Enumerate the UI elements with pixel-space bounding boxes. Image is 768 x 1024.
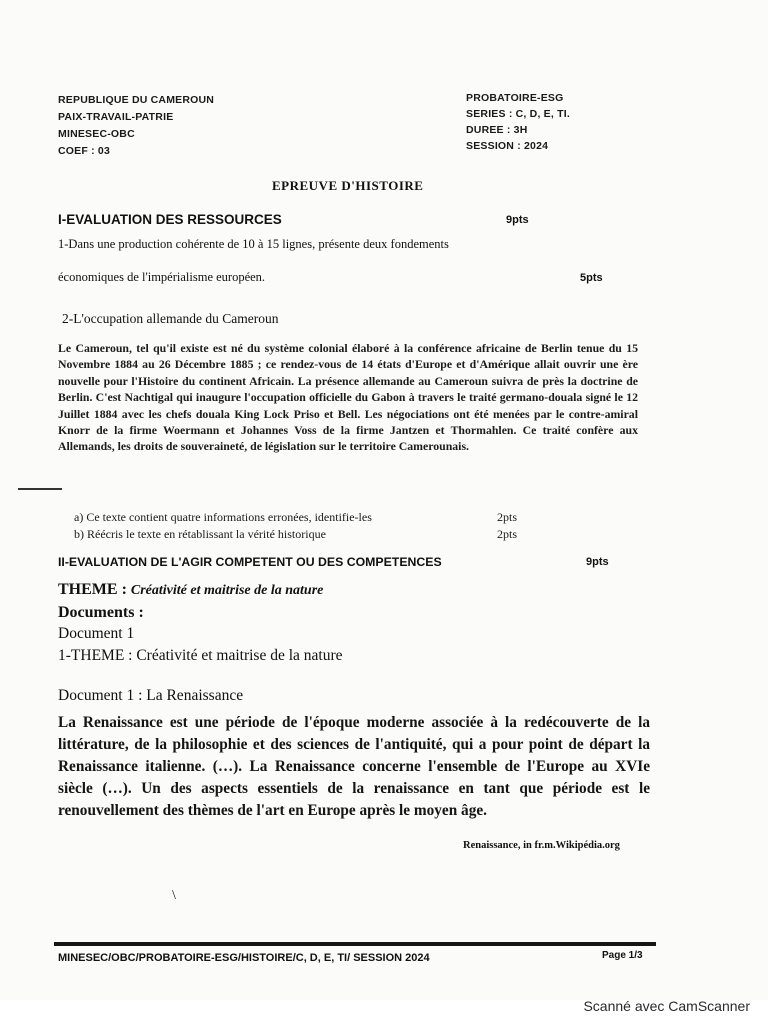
question1-line2: économiques de l'impérialisme européen. xyxy=(58,270,266,284)
sub-question-b-points: 2pts xyxy=(497,527,518,541)
footer-reference: MINESEC/OBC/PROBATOIRE-ESG/HISTOIRE/C, D, E, TI/ SESSION 2024 xyxy=(58,952,430,964)
section1-points: 9pts xyxy=(506,214,529,226)
question2-heading: 2-L'occupation allemande du Cameroun xyxy=(62,311,279,326)
document1-text: La Renaissance est une période de l'époque moderne associée à la redécouverte de la littérature, de la philosophie et des sciences de l'antiquité, qui a pour point de départ la Renaissance italienne. (…). La Renaissance concerne l'ensemble de l'Europe au XVIe siècle (…). Un des aspects essentiels de la renaissance en tant que période est le renouvellement des thèmes de l'art en Europe après le moyen âge. xyxy=(58,714,650,819)
document1-source: Renaissance, in fr.m.Wikipédia.org xyxy=(463,840,620,851)
sub-question-a: a) Ce texte contient quatre informations erronées, identifie-les xyxy=(74,510,372,524)
header-right xyxy=(466,90,570,154)
theme-line xyxy=(58,581,323,599)
header-session: SESSION : 2024 xyxy=(466,140,549,152)
question1-line1: 1-Dans une production cohérente de 10 à 15 lignes, présente deux fondements xyxy=(58,237,449,251)
header-coef: COEF : 03 xyxy=(58,145,110,157)
question1-points: 5pts xyxy=(580,272,603,284)
question2-text: Le Cameroun, tel qu'il existe est né du système colonial élaboré à la conférence africaine de Berlin tenue du 15 Novembre 1884 au 26 Décembre 1885 ; ce rendez-vous de 14 états d'Europe et d'Amérique allait ouvrir une ère nouvelle pour l'Histoire du continent Africain. La présence allemande au Cameroun suivra de près la doctrine de Berlin. C'est Nachtigal qui inaugure l'occupation officielle du Gabon à travers le traité germano-douala signé le 12 Juillet 1884 avec les chefs douala King Lock Priso et Bell. Les négociations ont été menées par le contre-amiral Knorr de la firme Woermann et Johannes Voss de la firme Jantzen et Thormahlen. Ce traité confère aux Allemands, les droits de souveraineté, de législation sur le territoire Camerounais. xyxy=(58,341,638,454)
margin-mark xyxy=(18,488,62,490)
page-number: Page 1/3 xyxy=(602,950,643,961)
documents-label: Documents : xyxy=(58,604,144,621)
section2-points: 9pts xyxy=(586,556,609,568)
header-motto: PAIX-TRAVAIL-PATRIE xyxy=(58,111,174,123)
stray-mark: \ xyxy=(172,888,176,903)
section1-heading: I-EVALUATION DES RESSOURCES xyxy=(58,212,282,227)
header-left xyxy=(58,92,214,160)
header-duration: DUREE : 3H xyxy=(466,124,528,136)
header-ministry: MINESEC-OBC xyxy=(58,128,135,140)
header-exam: PROBATOIRE-ESG xyxy=(466,92,564,104)
theme-restated: 1-THEME : Créativité et maitrise de la nature xyxy=(58,647,343,664)
sub-question-a-points: 2pts xyxy=(497,510,518,524)
sub-question-b: b) Réécris le texte en rétablissant la vérité historique xyxy=(74,527,326,541)
exam-title: EPREUVE D'HISTOIRE xyxy=(272,178,424,193)
header-country: REPUBLIQUE DU CAMEROUN xyxy=(58,94,215,106)
section2-heading: II-EVALUATION DE L'AGIR COMPETENT OU DES COMPETENCES xyxy=(58,555,442,569)
theme-label: THEME : xyxy=(58,581,131,598)
camscanner-watermark: Scanné avec CamScanner xyxy=(583,998,750,1014)
theme-value: Créativité et maitrise de la nature xyxy=(130,583,324,598)
document1-title: Document 1 : La Renaissance xyxy=(58,687,244,704)
footer-rule xyxy=(54,942,656,946)
document-label: Document 1 xyxy=(58,625,135,642)
header-series: SERIES : C, D, E, TI. xyxy=(466,108,570,120)
